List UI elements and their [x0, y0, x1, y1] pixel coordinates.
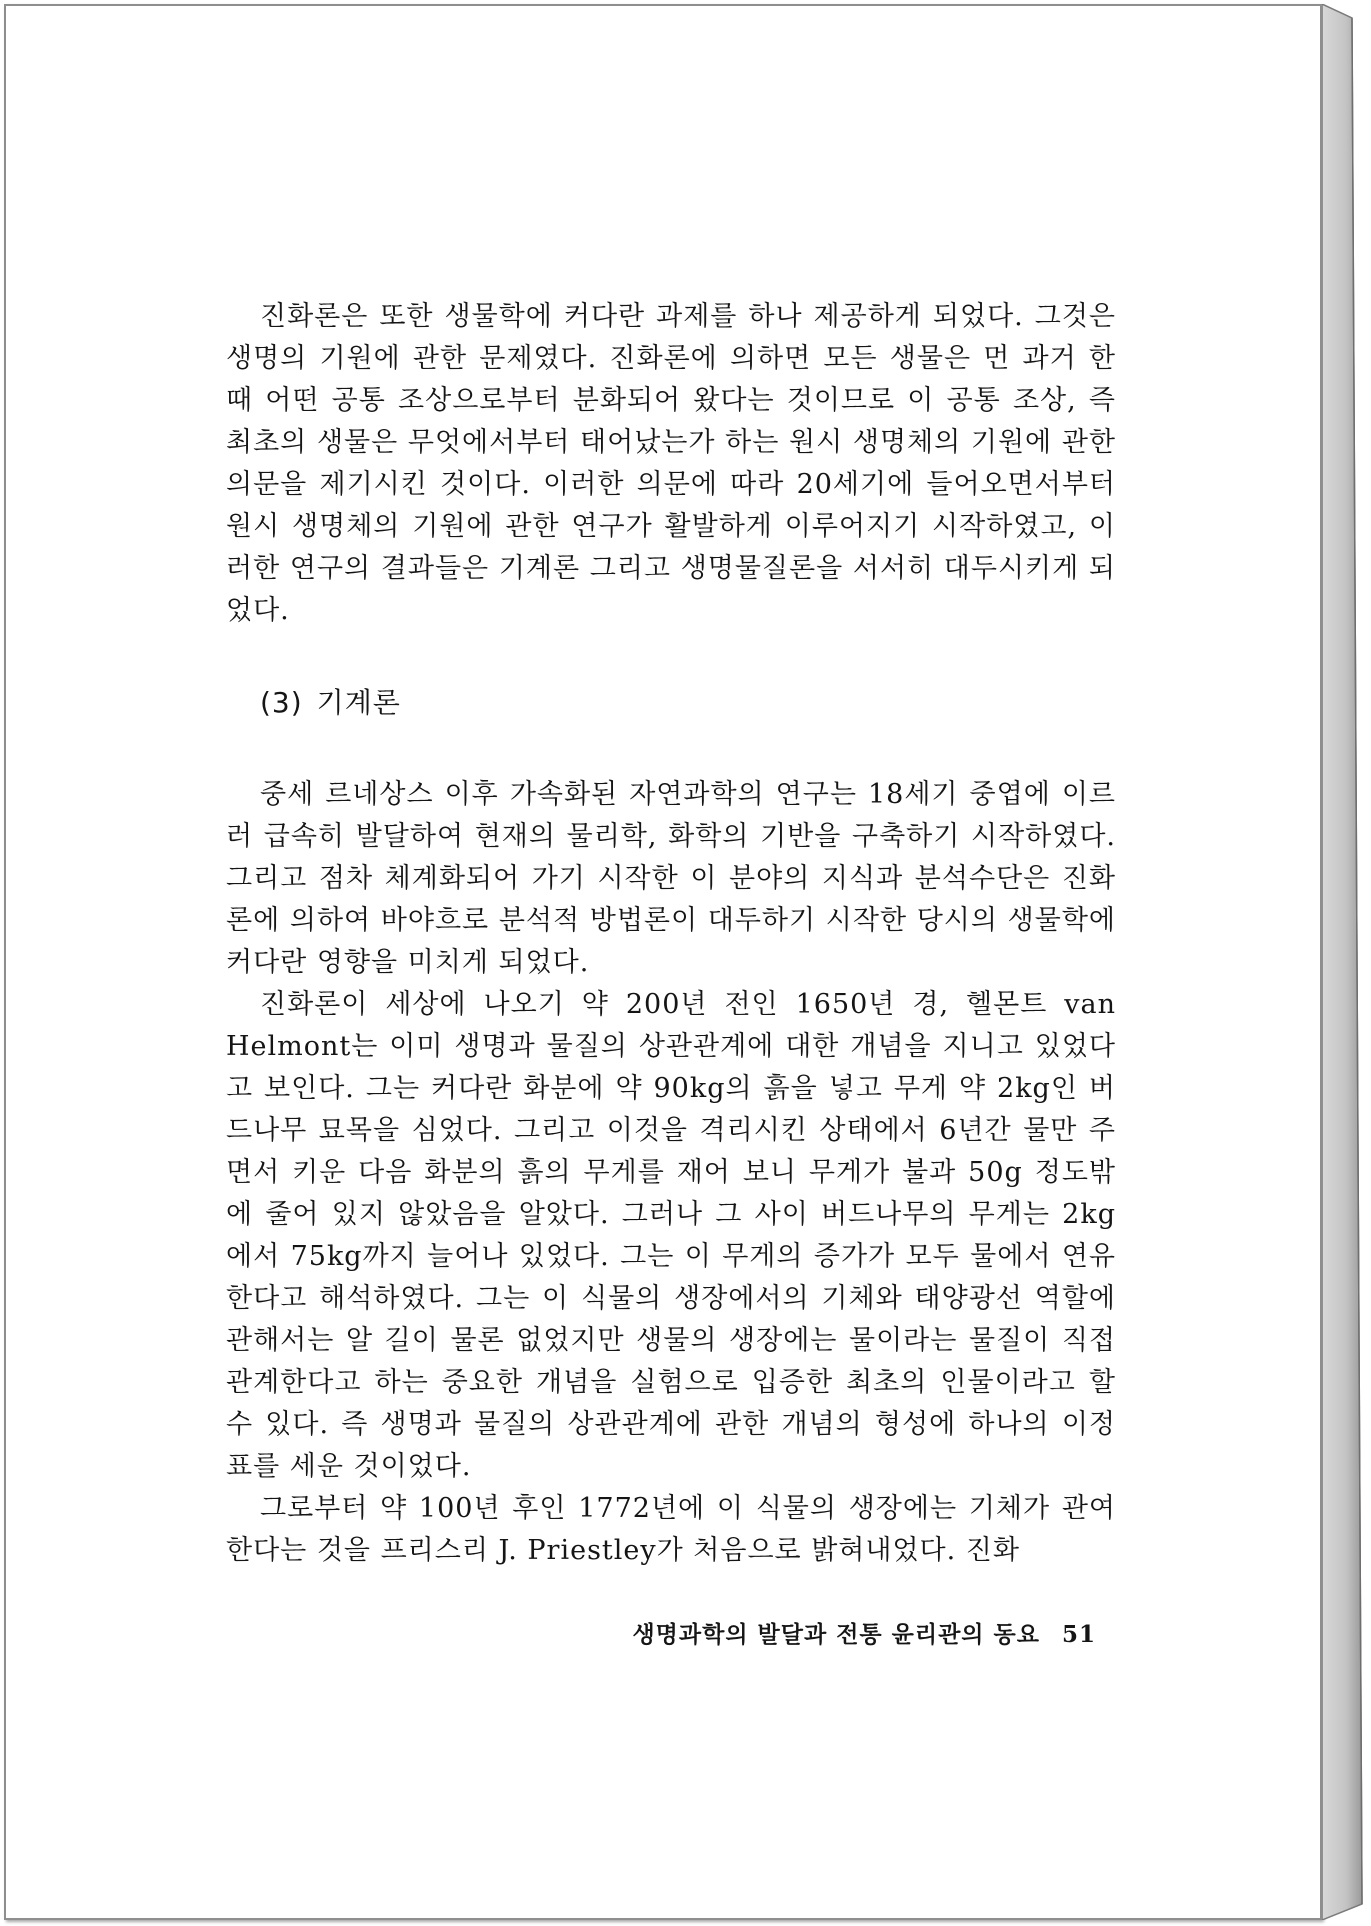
page-body — [226, 296, 1116, 1572]
section-heading — [260, 682, 1116, 724]
page-curl-edge — [1322, 4, 1366, 1920]
book-page — [4, 4, 1322, 1920]
page-footer — [576, 1616, 1096, 1649]
page-curl-graphic — [1322, 4, 1366, 1920]
running-title: 생명과학의 발달과 전통 윤리관의 동요 — [632, 1621, 1040, 1648]
paragraph-renaissance: 중세 르네상스 이후 가속화된 자연과학의 연구는 18세기 중엽에 이르러 급속히 발달하여 현재의 물리학, 화학의 기반을 구축하기 시작하였다. 그리고 점차 체계화되어 가기 시작한 이 분야의 지식과 분석수단은 진화론에 의하여 바야흐로 분석적 방법론이 대두하기 시작한 당시의 생물학에 커다란 영향을 미치게 되었다. — [226, 779, 1116, 978]
paragraph-evolution-origin: 진화론은 또한 생물학에 커다란 과제를 하나 제공하게 되었다. 그것은 생명의 기원에 관한 문제였다. 진화론에 의하면 모든 생물은 먼 과거 한때 어떤 공통 조상으로부터 분화되어 왔다는 것이므로 이 공통 조상, 즉 최초의 생물은 무엇에서부터 태어났는가 하는 원시 생명체의 기원에 관한 의문을 제기시킨 것이다. 이러한 의문에 따라 20세기에 들어오면서부터 원시 생명체의 기원에 관한 연구가 활발하게 이루어지기 시작하였고, 이러한 연구의 결과들은 기계론 그리고 생명물질론을 서서히 대두시키게 되었다. — [226, 301, 1116, 626]
paragraph-priestley: 그로부터 약 100년 후인 1772년에 이 식물의 생장에는 기체가 관여한다는 것을 프리스리 J. Priestley가 처음으로 밝혀내었다. 진화 — [226, 1493, 1116, 1566]
page-number: 51 — [1061, 1621, 1096, 1648]
section-number: (3) — [260, 686, 303, 719]
paragraph-van-helmont: 진화론이 세상에 나오기 약 200년 전인 1650년 경, 헬몬트 van Helmont는 이미 생명과 물질의 상관관계에 대한 개념을 지니고 있었다고 보인다. 그는 커다란 화분에 약 90kg의 흙을 넣고 무게 약 2kg인 버드나무 묘목을 심었다. 그리고 이것을 격리시킨 상태에서 6년간 물만 주면서 키운 다음 화분의 흙의 무게를 재어 보니 무게가 불과 50g 정도밖에 줄어 있지 않았음을 알았다. 그러나 그 사이 버드나무의 무게는 2kg에서 75kg까지 늘어나 있었다. 그는 이 무게의 증가가 모두 물에서 연유한다고 해석하였다. 그는 이 식물의 생장에서의 기체와 태양광선 역할에 관해서는 알 길이 물론 없었지만 생물의 생장에는 물이라는 물질이 직접 관계한다고 하는 중요한 개념을 실험으로 입증한 최초의 인물이라고 할 수 있다. 즉 생명과 물질의 상관관계에 관한 개념의 형성에 하나의 이정표를 세운 것이었다. — [226, 989, 1116, 1482]
section-title: 기계론 — [316, 686, 401, 719]
